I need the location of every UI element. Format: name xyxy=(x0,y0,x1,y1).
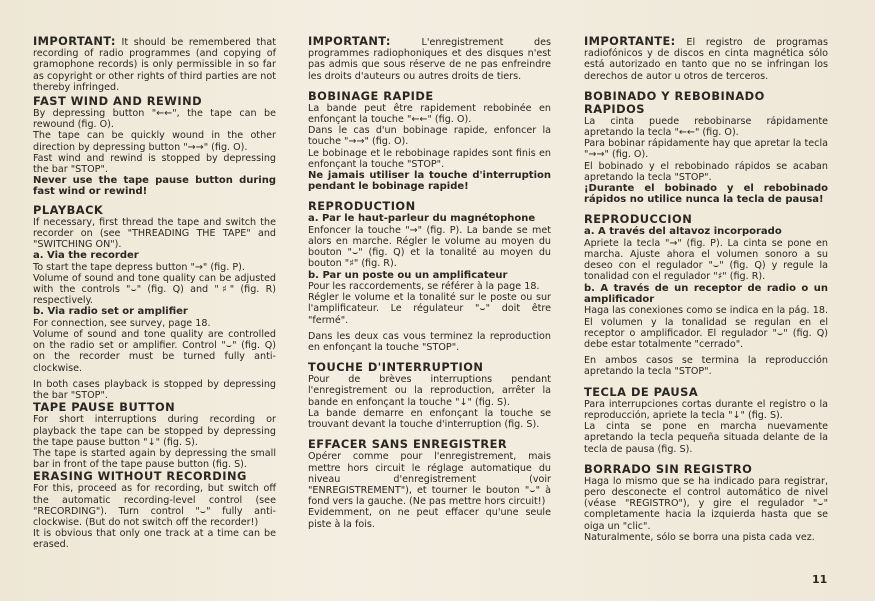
fast-wind-warning: Never use the tape pause button during fast wind or rewind! xyxy=(33,175,276,198)
important-text: It should be remembered that recording of radio programmes (and copying of gramophone records) is only permissible in so far as copyright or other rights of third parties are not thereby infringed. xyxy=(33,37,276,93)
section-title-playback: REPRODUCTION xyxy=(308,199,416,214)
playback-b-text-1: Haga las conexiones como se indica en la pág. 18. El volumen y la tonalidad se regulan en el receptor o amplificador. El regulador "⌣" (fig. Q) debe estar totalmente "cerrado". xyxy=(584,305,828,351)
pause-text-2: La cinta se pone en marcha nuevamente apretando la tecla pequeña situada delante de la tecla de pausa (fig. S). xyxy=(584,421,828,455)
important-text: L'enregistrement des programmes radiophoniques et des disques n'est pas admis que sous réserve de ne pas enfreindre les droits d'auteurs ou autres droits de tiers. xyxy=(308,37,551,82)
fast-wind-text-3: Le bobinage et le rebobinage rapides sont finis en enfonçant la touche "STOP". xyxy=(308,147,551,170)
important-note xyxy=(584,36,828,82)
section-title-fast-wind: BOBINAGE RAPIDE xyxy=(308,88,434,103)
section-title-playback: PLAYBACK xyxy=(33,202,104,217)
playback-b-text-2: Régler le volume et la tonalité sur le poste ou sur l'amplificateur. Le régulateur "⌣" doit être "fermé". xyxy=(308,292,551,326)
french-column xyxy=(308,36,551,530)
playback-a-text-1: To start the tape depress button "→" (fig. P). xyxy=(33,261,245,273)
playback-b-text-2: Volume of sound and tone quality are controlled on the radio set or amplifier. Control "⌣" (fig. Q) on the recorder must be turned fully anti-clockwise. xyxy=(33,329,276,374)
english-column xyxy=(33,36,276,551)
playback-a-title: a. Via the recorder xyxy=(33,250,139,262)
section-title-fast-wind: BOBINADO Y REBOBINADO RAPIDOS xyxy=(584,88,765,116)
fast-wind-text-1: By depressing button "←←", the tape can be rewound (fig. O). xyxy=(33,108,276,131)
erase-text-1: For this, proceed as for recording, but switch off the automatic recording-level control (see "RECORDING"). Turn control "⌣" fully anti-clockwise. (But do not switch off the recorder!) xyxy=(33,483,276,528)
playback-a-text-1: Enfoncer la touche "→" (fig. P). La bande se met alors en marche. Régler le volume au moyen du bouton "⌣" (fig. Q) et la tonalité au moyen du bouton "♯" (fig. R). xyxy=(308,224,551,270)
playback-a-text-1: Apriete la tecla "→" (fig. P). La cinta se pone en marcha. Ajuste ahora el volumen sonoro a su deseo con el regulador "⌣" (fig. Q) y regule la tonalidad con el regulador "♯" (fig. R). xyxy=(584,237,828,283)
important-label: IMPORTANTE: xyxy=(584,34,676,48)
playback-both-text: En ambos casos se termina la reproducción apretando la tecla "STOP". xyxy=(584,355,828,378)
playback-b-title: b. Via radio set or amplifier xyxy=(33,306,188,318)
page-number: 11 xyxy=(812,573,828,586)
important-note xyxy=(308,36,551,82)
fast-wind-warning: Ne jamais utiliser la touche d'interruption pendant le bobinage rapide! xyxy=(308,170,551,193)
playback-a-text-2: Volume of sound and tone quality can be adjusted with the controls "⌣" (fig. Q) and "♯" (fig. R) respectively. xyxy=(33,272,276,307)
playback-intro: If necessary, first thread the tape and switch the recorder on (see "THREADING THE TAPE" and "SWITCHING ON"). xyxy=(33,216,276,251)
section-title-playback: REPRODUCCION xyxy=(584,212,693,227)
pause-text-1: For short interruptions during recording or playback the tape can be stopped by depressing the tape pause button "↓" (fig. S). xyxy=(33,414,276,448)
playback-a-title: a. Par le haut-parleur du magnétophone xyxy=(308,213,536,225)
fast-wind-text-3: Fast wind and rewind is stopped by depressing the bar "STOP". xyxy=(33,152,276,176)
pause-text-1: Pour de brèves interruptions pendant l'enregistrement ou la reproduction, arrêter la bande en enfonçant la touche "↓" (fig. S). xyxy=(308,374,551,408)
playback-both-text: Dans les deux cas vous terminez la reproduction en enfonçant la touche "STOP". xyxy=(308,330,551,354)
section-title-erase: EFFACER SANS ENREGISTRER xyxy=(308,437,508,452)
playback-both-text: In both cases playback is stopped by depressing the bar "STOP". xyxy=(33,378,276,402)
pause-text-2: The tape is started again by depressing the small bar in front of the tape pause button (fig. S). xyxy=(33,447,276,471)
playback-b-text-1: For connection, see survey, page 18. xyxy=(33,317,211,329)
fast-wind-warning: ¡Durante el bobinado y el rebobinado rápidos no utilice nunca la tecla de pausa! xyxy=(584,183,828,206)
playback-b-title: b. Par un poste ou un amplificateur xyxy=(308,269,508,281)
playback-b-title: b. A través de un receptor de radio o un amplificador xyxy=(584,282,828,306)
fast-wind-text-2: Para bobinar rápidamente hay que apretar la tecla "→→" (fig. O). xyxy=(584,138,828,161)
pause-text-2: La bande demarre en enfonçant la touche se trouvant devant la touche d'interruption (fig. S). xyxy=(308,407,551,431)
important-label: IMPORTANT: xyxy=(308,34,391,48)
section-title-erase: ERASING WITHOUT RECORDING xyxy=(33,469,247,484)
section-title-pause: TECLA DE PAUSA xyxy=(584,384,699,399)
playback-b-text-1: Pour les raccordements, se référer à la page 18. xyxy=(308,281,540,293)
section-title-fast-wind: FAST WIND AND REWIND xyxy=(33,94,203,109)
important-note xyxy=(33,36,276,93)
section-title-erase: BORRADO SIN REGISTRO xyxy=(584,461,753,476)
fast-wind-text-3: El bobinado y el rebobinado rápidos se acaban apretando la tecla "STOP". xyxy=(584,160,828,183)
spanish-column xyxy=(584,36,828,543)
erase-text-1: Opérer comme pour l'enregistrement, mais mettre hors circuit le réglage automatique du niveau d'enregistrement (voir "ENREGISTREMENT"), et tourner le bouton "⌣" à fond vers la gauche. (Ne pas mettre hors circuit!) xyxy=(308,451,551,508)
playback-a-title: a. A través del altavoz incorporado xyxy=(584,226,782,238)
fast-wind-text-2: Dans le cas d'un bobinage rapide, enfoncer la touche "→→" (fig. O). xyxy=(308,125,551,148)
fast-wind-text-1: La bande peut être rapidement rebobinée en enfonçant la touche "←←" (fig. O). xyxy=(308,102,551,126)
fast-wind-text-1: La cinta puede rebobinarse rápidamente apretando la tecla "←←" (fig. O). xyxy=(584,115,828,139)
section-title-pause: TAPE PAUSE BUTTON xyxy=(33,400,176,415)
erase-text-2: Evidemment, on ne peut effacer qu'une seule piste à la fois. xyxy=(308,507,551,530)
important-text: El registro de programas radiofónicos y de discos en cinta magnética sólo está autorizado en tanto que no se infringan los derechos de autor u otros de terceros. xyxy=(584,37,828,82)
erase-text-2: It is obvious that only one track at a time can be erased. xyxy=(33,528,276,551)
fast-wind-text-2: The tape can be quickly wound in the other direction by depressing button "→→" (fig. O). xyxy=(33,130,276,153)
erase-text-1: Haga lo mismo que se ha indicado para registrar, pero desconecte el control automático de nivel (véase "REGISTRO"), y gire el regulador "⌣" completamente hacia la izquierda hasta que se oiga un "clic". xyxy=(584,475,828,532)
important-label: IMPORTANT: xyxy=(33,34,116,48)
section-title-pause: TOUCHE D'INTERRUPTION xyxy=(308,360,484,375)
pause-text-1: Para interrupciones cortas durante el registro o la reproducción, apriete la tecla "↓" (fig. S). xyxy=(584,398,828,421)
erase-text-2: Naturalmente, sólo se borra una pista cada vez. xyxy=(584,531,815,543)
